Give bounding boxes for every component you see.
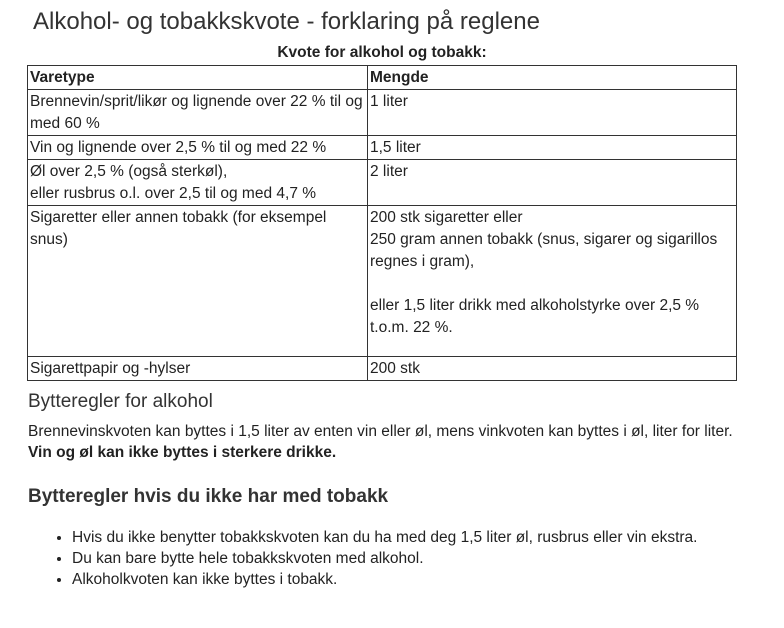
- table-cell-amount: 200 stk sigaretter eller 250 gram annen tobakk (snus, sigarer og sigarillos regnes i gram), eller 1,5 liter drikk med alkoholstyrke over 2,5 % t.o.m. 22 %.: [368, 206, 737, 357]
- quota-table: [27, 65, 737, 381]
- section-heading-alcohol: Bytteregler for alkohol: [28, 391, 213, 412]
- table-row: [28, 136, 737, 160]
- alcohol-rules-bold-text: Vin og øl kan ikke byttes i sterkere drikke.: [28, 444, 337, 461]
- column-header-varetype: Varetype: [28, 66, 368, 90]
- table-cell-type: Sigarettpapir og -hylser: [28, 357, 368, 381]
- table-cell-amount: 1,5 liter: [368, 136, 737, 160]
- table-cell-amount: 1 liter: [368, 90, 737, 136]
- table-header-row: [28, 66, 737, 90]
- table-row: [28, 206, 737, 357]
- column-header-mengde: Mengde: [368, 66, 737, 90]
- table-cell-type: Vin og lignende over 2,5 % til og med 22 %: [28, 136, 368, 160]
- table-row: [28, 160, 737, 206]
- table-cell-type: Sigaretter eller annen tobakk (for eksempel snus): [28, 206, 368, 357]
- table-row: [28, 90, 737, 136]
- table-caption: Kvote for alkohol og tobakk:: [277, 44, 487, 61]
- table-row: [28, 357, 737, 381]
- table-cell-amount: 200 stk: [368, 357, 737, 381]
- list-item: • Alkoholkvoten kan ikke byttes i tobakk.: [72, 569, 772, 590]
- section-heading-tobacco: Bytteregler hvis du ikke har med tobakk: [28, 486, 389, 507]
- tobacco-rules-list: [28, 527, 772, 590]
- alcohol-rules-text: Brennevinskvoten kan byttes i 1,5 liter av enten vin eller øl, mens vinkvoten kan byttes i øl, liter for liter.: [28, 423, 733, 440]
- page-title: Alkohol- og tobakkskvote - forklaring på reglene: [33, 8, 540, 35]
- table-cell-amount: 2 liter: [368, 160, 737, 206]
- list-item: • Du kan bare bytte hele tobakkskvoten med alkohol.: [72, 548, 772, 569]
- table-cell-type: Brennevin/sprit/likør og lignende over 22 % til og med 60 %: [28, 90, 368, 136]
- table-cell-type: Øl over 2,5 % (også sterkøl), eller rusbrus o.l. over 2,5 til og med 4,7 %: [28, 160, 368, 206]
- alcohol-rules-paragraph: [28, 421, 748, 463]
- list-item: • Hvis du ikke benytter tobakkskvoten kan du ha med deg 1,5 liter øl, rusbrus eller vin ekstra.: [72, 527, 772, 548]
